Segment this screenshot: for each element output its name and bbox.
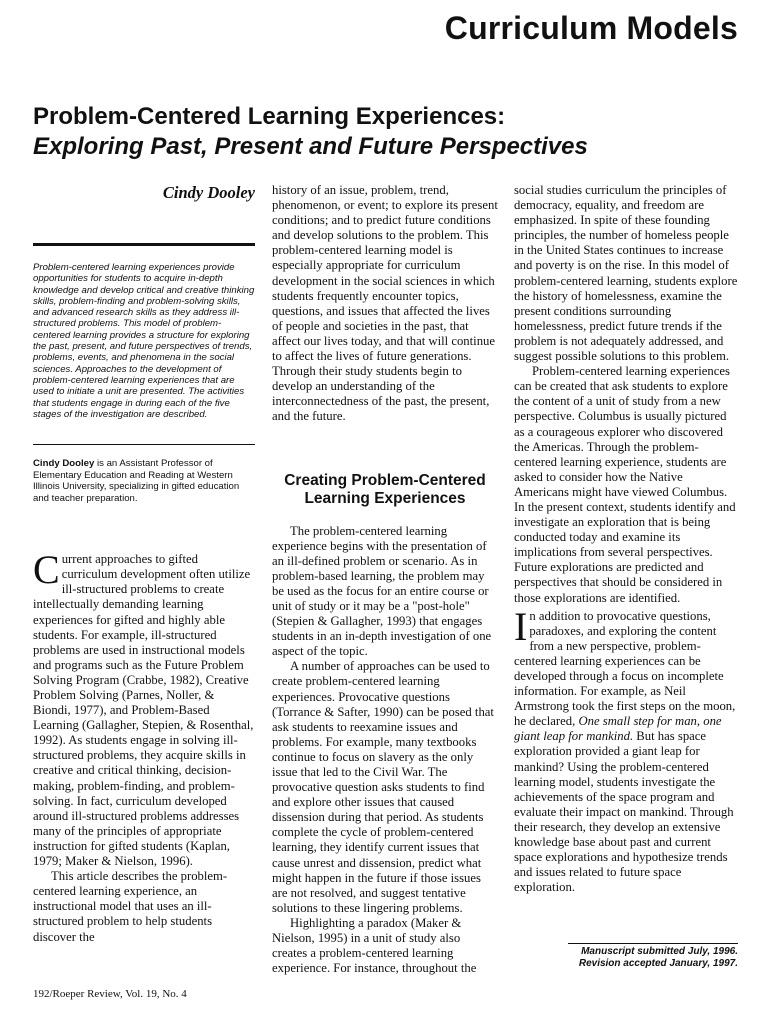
bio-name: Cindy Dooley — [33, 458, 95, 470]
paragraph: This article describes the problem-centered learning experience, an instructional model that uses an ill-structured problem to help students discover the — [33, 869, 228, 944]
section-title: Curriculum Models — [444, 10, 738, 46]
divider-thin — [568, 943, 738, 944]
divider-thick — [33, 243, 255, 246]
paragraph: Current approaches to gifted curriculum development often utilize ill-structured problems to create intellectually demanding learning experiences for gifted and highly able students. For example, ill-structured problems are used in instructional models and programs such as the Future Problem Solving Program (Crabbe, 1982), Creative Problem Solving (Parnes, Noller, & Biondi, 1977), and Problem-Based Learning (Gallagher, Stepien, & Rosenthal, 1992). As students engage in solving ill-structured problems, they acquire skills in creative and critical thinking, decision-making, problem-finding, and problem-solving. In fact, curriculum developed around ill-structured problems addresses many of the principles of appropriate instruction for gifted students (Kaplan, 1979; Maker & Nielson, 1996). — [33, 547, 254, 869]
paragraph: In addition to provocative questions, paradoxes, and exploring the content from a new perspective, problem-centered learning experiences can be developed through a focus on incomplete information. For example, as Neil Armstrong took the first steps on the moon, he declared, One small step for man, one giant leap for mankind. But has space exploration provided a giant leap for mankind? Using the problem-centered learning model, students investigate the achievements of the space program and evaluate their impact on mankind. Through their research, they develop an extensive knowledge base about past and current space explorations and hypothesize trends and issues related to future space exploration. — [514, 603, 736, 895]
section-heading: Creating Problem-Centered Learning Experiences — [284, 471, 486, 507]
paragraph: The problem-centered learning experience begins with the presentation of an ill-defined problem or scenario. As in problem-based learning, the problem may be used as the focus for an entire course or unit of study or it may be a "post-hole" (Stepien & Gallagher, 1993) that engages students in an in-depth investigation of one aspect of the topic. — [272, 523, 492, 659]
drop-cap: C — [33, 547, 60, 593]
drop-cap: I — [514, 603, 528, 649]
manuscript-submitted: Manuscript submitted July, 1996. — [581, 946, 738, 957]
column-1 — [33, 183, 255, 945]
article-title: Problem-Centered Learning Experiences: — [33, 103, 506, 130]
column-3 — [514, 183, 740, 895]
intro-section — [33, 547, 255, 944]
abstract: Problem-centered learning experiences provide opportunities for students to acquire in-depth knowledge and develop critical and creative thinking skills, problem-finding and problem-solving skills, and advanced research skills as they address ill-structured problems. This model of problem-centered learning provides a structure for exploring the past, present, and future perspectives of trends, problems, events, and phenomena in the social sciences. Approaches to the development of problem-centered learning experiences that are used to initiate a unit are presented. The activities that students engage in during each of the five stages of the investigation are described. — [33, 262, 255, 420]
divider-thin — [33, 444, 255, 445]
paragraph: social studies curriculum the principles of democracy, equality, and freedom are emphasized. In spite of these founding principles, the number of homeless people in the United States continues to increase and poverty is on the rise. In this model of problem-centered learning, students explore the history of homelessness, examine the present conditions surrounding homelessness, predict future trends if the problem is not adequately addressed, and suggest possible solutions to this problem. — [514, 183, 738, 364]
manuscript-note — [568, 943, 738, 970]
paragraph: Problem-centered learning experiences can be created that ask students to explore the content of a unit of study from a new perspective. Columbus is usually pictured as a courageous explorer who discovered the Americas. Through the problem-centered learning experience, students are asked to consider how the Native Americans might have viewed Columbus. In the present context, students identify and investigate an exploration that is being conducted today and examine its implications from several perspectives. Future explorations are predicted and perspectives that should be considered in those explorations are identified. — [514, 364, 736, 605]
manuscript-revised: Revision accepted January, 1997. — [578, 958, 738, 969]
author-name: Cindy Dooley — [162, 183, 255, 202]
paragraph: history of an issue, problem, trend, phenomenon, or event; to explore its present conditions; and to predict future conditions and develop solutions to the problem. This problem-centered learning model is especially appropriate for curriculum development in the social sciences in which students frequently encounter topics, questions, and issues that affected the lives of people and societies in the past, that affect our lives today, and that will continue to affect the lives of future generations. Through their study students begin to develop an understanding of the interconnectedness of the past, the present, and the future. — [272, 183, 498, 424]
column-2 — [272, 183, 498, 976]
bio-text: is an Assistant Professor of Elementary Education and Reading at Western Illinois University, specializing in gifted education and teacher preparation. — [33, 458, 240, 504]
paragraph: A number of approaches can be used to create problem-centered learning experiences. Provocative questions (Torrance & Safter, 1990) can be posed that ask students to reexamine issues and problems. For example, many textbooks continue to focus on slavery as the only issue that led to the Civil War. The provocative question asks students to find and explore other issues that caused dissension during that period. As students complete the cycle of problem-centered learning, they identify current issues that cause unrest and dissension, predict what might happen in the future if those issues are not resolved, and suggest tentative solutions to these lingering problems. — [272, 659, 494, 915]
paragraph: Highlighting a paradox (Maker & Nielson, 1995) in a unit of study also creates a problem-centered learning experience. For instance, throughout the — [272, 915, 477, 976]
author-bio — [33, 458, 255, 504]
quote: One small step for man, one giant leap for mankind. — [514, 714, 722, 744]
article-subtitle: Exploring Past, Present and Future Perspectives — [33, 133, 588, 160]
page-footer: 192/Roeper Review, Vol. 19, No. 4 — [33, 988, 187, 1000]
